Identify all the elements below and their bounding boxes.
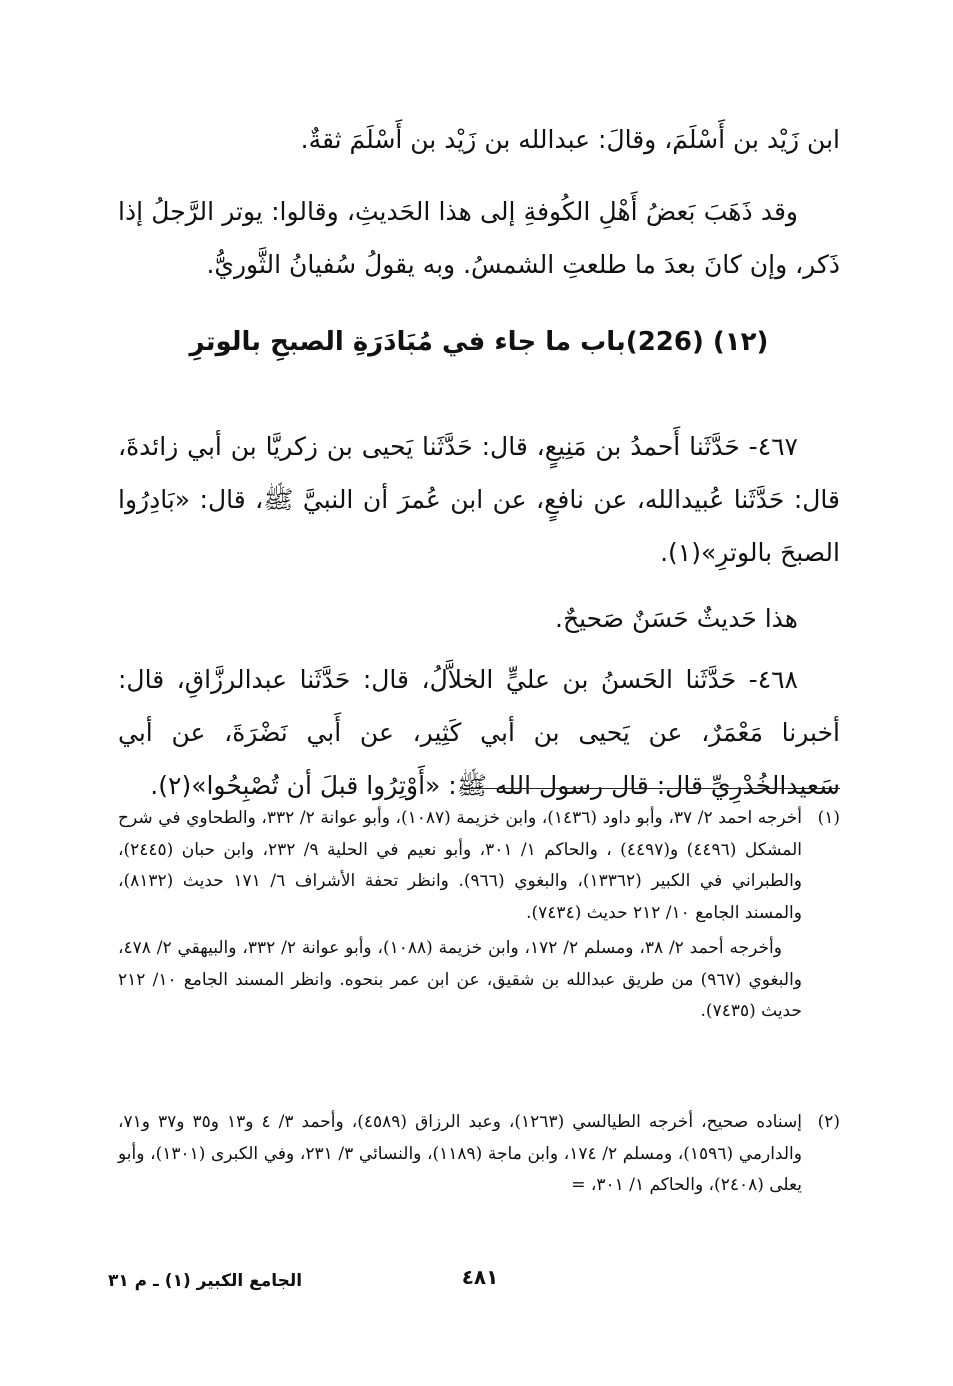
footnote-2 bbox=[118, 1107, 840, 1202]
chapter-heading: (١٢) (226)باب ما جاء في مُبَادَرَةِ الصبحِ بالوترِ bbox=[189, 327, 769, 357]
hadith-468: ٤٦٨- حَدَّثَنا الحَسنُ بن عليٍّ الخلاَّلُ، قال: حَدَّثَنا عبدالرزَّاقِ، قال: أخبرنا مَعْمَرٌ، عن يَحيى بن أبي كَثِير، عن أَبي نَضْرَةَ، عن أبي سَعيدالخُدْرِيِّ قال: قال رسول الله ﷺ: «أَوْتِرُوا قبلَ أن تُصْبِحُوا»(٢). bbox=[118, 665, 840, 800]
footnote-1 bbox=[118, 803, 840, 1028]
footnote-number: (١) bbox=[817, 808, 840, 828]
footnote-text: وأخرجه أحمد ٢/ ٣٨، ومسلم ٢/ ١٧٢، وابن خزيمة (١٠٨٨)، وأبو عوانة ٢/ ٣٣٢، والبيهقي ٢/ ٤٧٨، والبغوي (٩٦٧) من طريق عبدالله بن شقيق، عن ابن عمر بنحوه. وانظر المسند الجامع ١٠/ ٢١٢ حديث (٧٤٣٥). bbox=[118, 938, 802, 1021]
footnote-text: إسناده صحيح، أخرجه الطيالسي (١٢٦٣)، وعبد الرزاق (٤٥٨٩)، وأحمد ٣/ ٤ و١٣ و٣٥ و٣٧ و٧١، والدارمي (١٥٩٦)، ومسلم ٢/ ١٧٤، وابن ماجة (١١٨٩)، والنسائي ٣/ ٢٣١، وفي الكبرى (١٣٠١)، وأبو يعلى (٢٤٠٨)، والحاكم ١/ ٣٠١، = bbox=[118, 1112, 802, 1195]
footnote-separator bbox=[460, 788, 840, 789]
page-number: ٤٨١ bbox=[461, 1265, 499, 1289]
paragraph-opinion: وقد ذَهَبَ بَعضُ أَهْلِ الكُوفةِ إلى هذا الحَديثِ، وقالوا: يوتر الرَّجلُ إذا ذَكر، وإن كانَ بعدَ ما طلعتِ الشمسُ. وبه يقولُ سُفيانُ الثَّوريُّ. bbox=[118, 197, 840, 279]
paragraph-continuation: ابن زَيْد بن أَسْلَمَ، وقالَ: عبدالله بن زَيْد بن أَسْلَمَ ثقةٌ. bbox=[300, 125, 840, 154]
book-title-signature: الجامع الكبير (١) ـ م ٣١ bbox=[108, 1271, 303, 1291]
hadith-467: ٤٦٧- حَدَّثَنا أَحمدُ بن مَنِيعٍ، قال: حَدَّثَنا يَحيى بن زكريَّا بن أبي زائدةَ، قال: حَدَّثَنا عُبيدالله، عن نافعٍ، عن ابن عُمرَ أن النبيَّ ﷺ، قال: «بَادِرُوا الصبحَ بالوترِ»(١). bbox=[118, 432, 840, 567]
footnote-number: (٢) bbox=[817, 1112, 840, 1132]
hadith-grading: هذا حَديثٌ حَسَنٌ صَحيحٌ. bbox=[555, 604, 798, 633]
footnote-text: أخرجه احمد ٢/ ٣٧، وأبو داود (١٤٣٦)، وابن خزيمة (١٠٨٧)، وأبو عوانة ٢/ ٣٣٢، والطحاوي في شرح المشكل (٤٤٩٦) و(٤٤٩٧) ، والحاكم ١/ ٣٠١، وأبو نعيم في الحلية ٩/ ٢٣٢، وابن حبان (٢٤٤٥)، والطبراني في الكبير (١٣٣٦٢)، والبغوي (٩٦٦). وانظر تحفة الأشراف ٦/ ١٧١ حديث (٨١٣٢)، والمسند الجامع ١٠/ ٢١٢ حديث (٧٤٣٤). bbox=[118, 808, 803, 923]
